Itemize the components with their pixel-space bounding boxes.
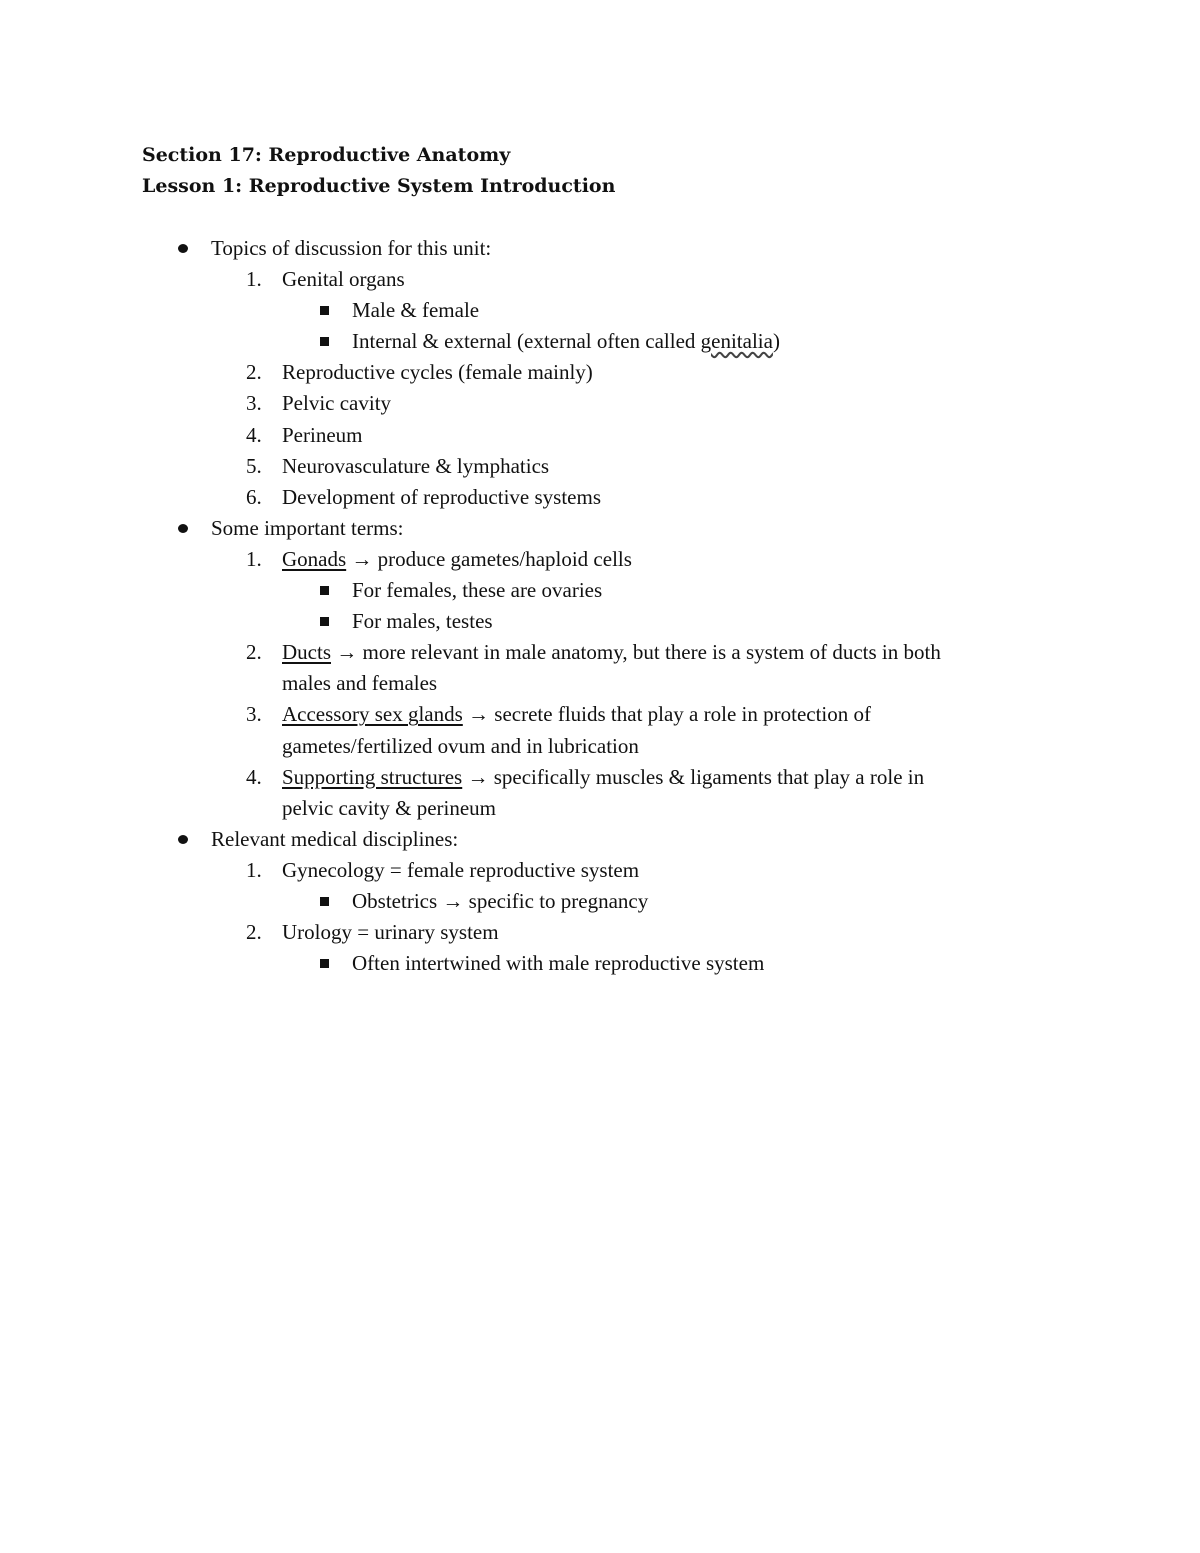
lesson-title: Lesson 1: Reproductive System Introduction <box>142 175 616 197</box>
list-item <box>0 420 1200 451</box>
bullet-icon <box>178 244 188 253</box>
terms-heading: Some important terms: <box>211 515 404 540</box>
item-number: 2. <box>246 640 262 665</box>
list-item <box>0 264 1200 295</box>
list-item <box>0 513 1200 544</box>
list-item <box>0 544 1200 575</box>
item-text: Perineum <box>282 422 363 447</box>
square-bullet-icon <box>320 337 329 346</box>
list-item <box>0 637 1200 668</box>
square-bullet-icon <box>320 959 329 968</box>
list-item <box>0 451 1200 482</box>
term-description: → secrete fluids that play a role in protection of <box>462 702 871 727</box>
item-text: Genital organs <box>282 267 405 292</box>
list-item-continuation <box>0 793 1200 824</box>
term-description: → specifically muscles & ligaments that play a role in <box>462 764 925 789</box>
term-underlined: Supporting structures <box>282 764 463 789</box>
item-number: 1. <box>246 267 262 292</box>
item-text-part: Internal & external (external often called <box>352 329 701 354</box>
list-item <box>0 357 1200 388</box>
list-item <box>0 482 1200 513</box>
item-text: Urology = urinary system <box>282 920 499 945</box>
item-text: Neurovasculature & lymphatics <box>282 453 550 478</box>
list-item <box>0 326 1200 357</box>
list-item <box>0 948 1200 979</box>
list-item <box>0 606 1200 637</box>
item-number: 6. <box>246 484 262 509</box>
term-underlined: Ducts <box>282 640 331 665</box>
item-text: Often intertwined with male reproductive system <box>352 951 765 976</box>
item-number: 1. <box>246 857 262 882</box>
list-item <box>0 575 1200 606</box>
item-number: 4. <box>246 764 262 789</box>
list-item <box>0 824 1200 855</box>
list-item <box>0 388 1200 419</box>
item-text <box>352 326 780 357</box>
item-number: 4. <box>246 422 262 447</box>
item-text: Obstetrics → specific to pregnancy <box>352 888 649 913</box>
list-item <box>0 295 1200 326</box>
item-text <box>282 637 941 668</box>
bullet-icon <box>178 524 188 533</box>
square-bullet-icon <box>320 586 329 595</box>
section-title: Section 17: Reproductive Anatomy <box>142 144 511 166</box>
item-text: gametes/fertilized ovum and in lubrication <box>282 733 639 758</box>
item-text-part: ) <box>772 329 780 354</box>
item-text: Gynecology = female reproductive system <box>282 857 640 882</box>
spellcheck-term: genitalia <box>700 329 773 354</box>
item-text <box>282 699 871 730</box>
item-text: Male & female <box>352 298 480 323</box>
bullet-icon <box>178 835 188 844</box>
topics-heading: Topics of discussion for this unit: <box>211 236 492 260</box>
list-item <box>0 886 1200 917</box>
square-bullet-icon <box>320 617 329 626</box>
list-item-continuation <box>0 668 1200 699</box>
list-item <box>0 699 1200 730</box>
item-number: 2. <box>246 360 262 385</box>
item-text <box>282 544 632 575</box>
item-text: pelvic cavity & perineum <box>282 795 497 820</box>
item-number: 1. <box>246 546 262 571</box>
term-underlined: Gonads <box>282 546 347 571</box>
list-item <box>0 762 1200 793</box>
list-item <box>0 233 1200 264</box>
square-bullet-icon <box>320 897 329 906</box>
item-text: Development of reproductive systems <box>282 484 601 509</box>
item-number: 3. <box>246 391 262 416</box>
item-text: Pelvic cavity <box>282 391 392 416</box>
disciplines-heading: Relevant medical disciplines: <box>211 826 459 851</box>
outline-list <box>0 233 1200 979</box>
item-number: 2. <box>246 920 262 945</box>
list-item <box>0 917 1200 948</box>
list-item <box>0 855 1200 886</box>
term-underlined: Accessory sex glands <box>282 702 463 727</box>
item-number: 5. <box>246 453 262 478</box>
square-bullet-icon <box>320 306 329 315</box>
item-text: males and females <box>282 671 438 696</box>
item-text: For males, testes <box>352 609 493 634</box>
term-description: → more relevant in male anatomy, but there is a system of ducts in both <box>331 640 941 665</box>
term-description: → produce gametes/haploid cells <box>346 546 632 571</box>
item-number: 3. <box>246 702 262 727</box>
item-text: For females, these are ovaries <box>352 578 603 603</box>
item-text <box>282 762 924 793</box>
list-item-continuation <box>0 731 1200 762</box>
item-text: Reproductive cycles (female mainly) <box>282 360 593 385</box>
